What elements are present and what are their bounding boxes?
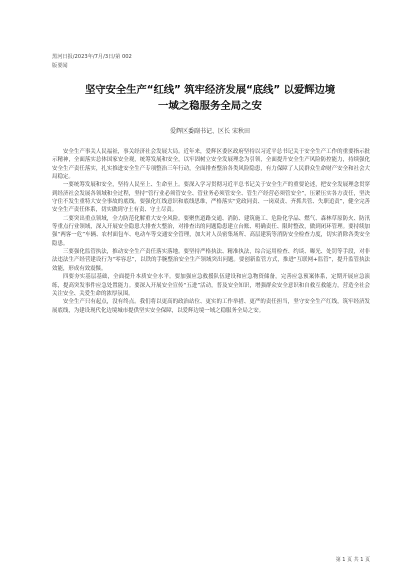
section-line: 版要闻 <box>52 62 68 69</box>
document-meta <box>52 53 132 70</box>
title-line-2: 一域之稳服务全局之安 <box>158 100 262 112</box>
author-line: 爱辉区委副书记、区长 宋秋田 <box>170 128 250 135</box>
paragraph: 三要强化监管执法，推动安全生产责任落实落地。要坚持严格执法、精准执法，综合运用检查、约谈、曝光、处罚等手段，对非法违法生产经营建设行为“零容忍”，以铁的手腕整治安全生产领域突出问题。要创新监管方式，推进“互联网+监管”，提升监管执法效能，形成有效震慑。 <box>52 249 370 272</box>
source-line: 黑河日报/2023年/7月/3日/第 002 <box>52 54 132 60</box>
paragraph: 安全生产事关人民福祉，事关经济社会发展大局。近年来，爱辉区委区政府坚持以习近平总书记关于安全生产工作的重要指示批示精神，全面落实总体国家安全观，统筹发展和安全，以牢固树立安全发展理念为引领，全面提升安全生产风险防控能力，持续强化安全生产责任落实，扎实推进安全生产专项整治三年行动，全面排查整治各类风险隐患，有力保障了人民群众生命财产安全和社会大局稳定。 <box>52 149 370 181</box>
paragraph: 一要统筹发展和安全，坚持人民至上、生命至上。要深入学习贯彻习近平总书记关于安全生产的重要论述，把安全发展理念贯穿到经济社会发展各领域和全过程，坚持“管行业必须管安全、管业务必须管安全、管生产经营必须管安全”，压紧压实各方责任，坚决守住不发生重特大安全事故的底线。要强化红线意识和底线思维，严格落实“党政同责、一岗双责、齐抓共管、失职追责”，健全完善安全生产责任体系，切实做到守土有责、守土尽责。 <box>52 182 370 214</box>
title-line-1: 坚守安全生产“红线” 筑牢经济发展“底线” 以爱辉边境 <box>84 84 336 96</box>
paragraph: 安全生产只有起点，没有终点。我们将以更高的政治站位、更实的工作举措、更严的责任担当，坚守安全生产红线，筑牢经济发展底线，为建设现代化边境城市提供坚实安全保障，以爱辉边境一域之稳服务全局之安。 <box>52 299 370 314</box>
article-title <box>52 82 368 114</box>
paragraph: 二要突出重点领域，全力防范化解重大安全风险。要聚焦道路交通、消防、建筑施工、危险化学品、燃气、森林草原防火、防汛等重点行业领域，深入开展安全隐患大排查大整治，对排查出的问题隐患建立台账、明确责任、限时整改，做到闭环管理。要持续加强“两客一危”车辆、农村面包车、电动车等交通安全管理，加大对人员密集场所、高层建筑等消防安全检查力度，切实消除各类安全隐患。 <box>52 215 370 247</box>
article-body <box>52 148 370 315</box>
page-number: 第 1 页 共 1 页 <box>335 557 370 563</box>
paragraph: 四要夯实基层基础，全面提升本质安全水平。要加强应急救援队伍建设和应急物资储备，完善应急预案体系，定期开展应急演练，提高突发事件应急处置能力。要深入开展安全宣传“五进”活动，普及安全知识，增强群众安全意识和自救互救能力，营造全社会关注安全、关爱生命的浓厚氛围。 <box>52 274 370 297</box>
